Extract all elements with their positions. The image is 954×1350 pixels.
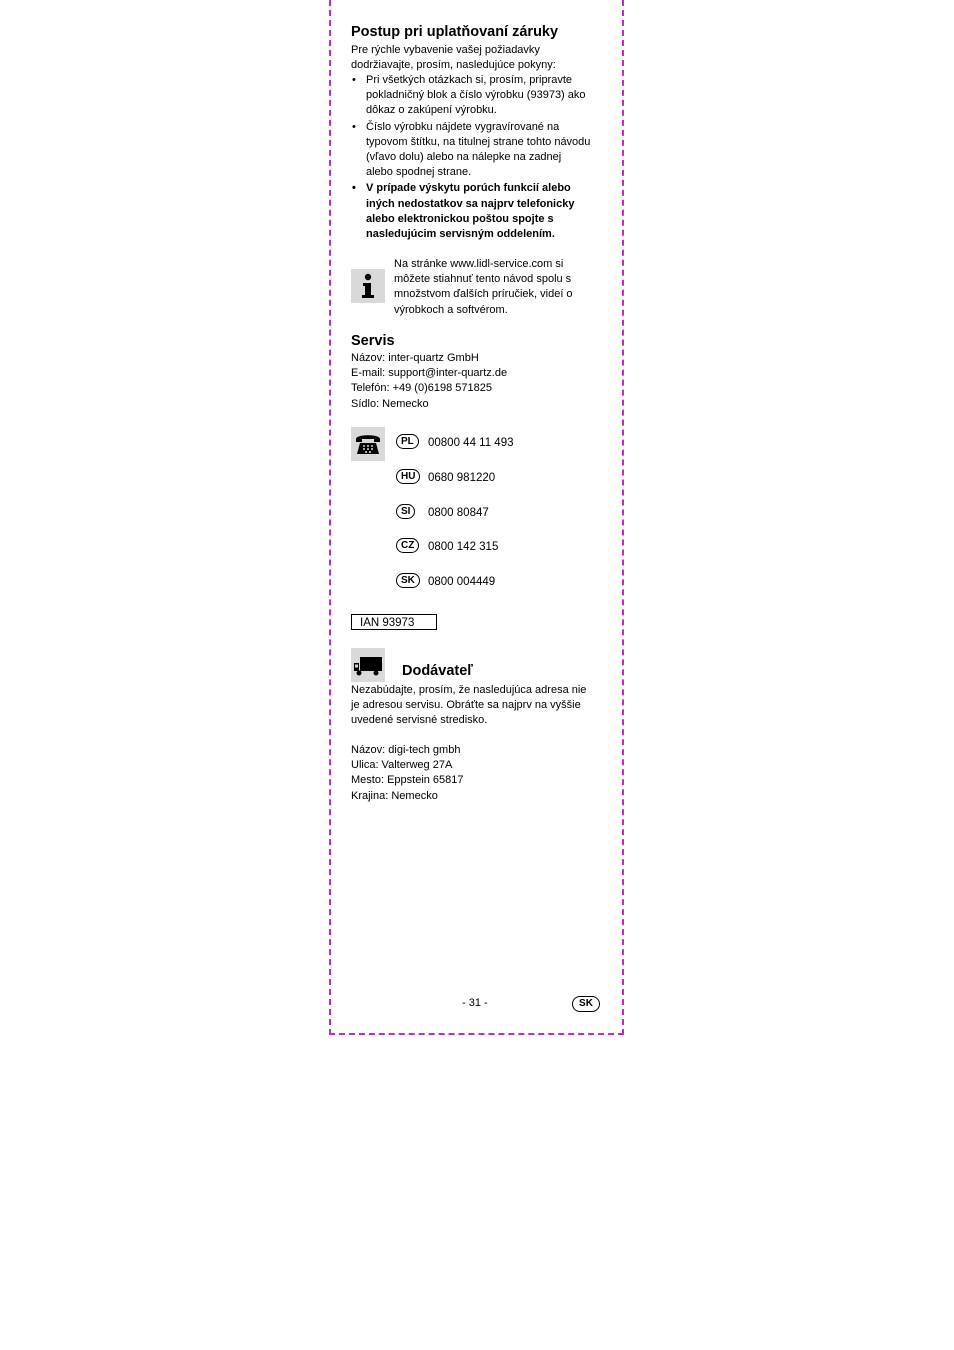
hotline-number: 0800 80847	[428, 507, 489, 519]
hotline-si	[396, 504, 489, 520]
ian-box: IAN 93973	[351, 614, 437, 630]
supplier-street: Ulica: Valterweg 27A	[351, 759, 453, 772]
service-seat: Sídlo: Nemecko	[351, 397, 429, 410]
page-number: - 31 -	[462, 997, 488, 1009]
country-badge: SK	[396, 573, 420, 588]
bullet-line: typovom štítku, na titulnej strane tohto návodu	[366, 135, 591, 148]
hotline-number: 0800 004449	[428, 576, 496, 588]
telephone-icon	[351, 427, 385, 461]
country-badge: SI	[396, 504, 415, 519]
supplier-note-line: Nezabúdajte, prosím, že nasledujúca adresa nie	[351, 684, 587, 696]
supplier-address	[351, 743, 464, 804]
service-name: Názov: inter-quartz GmbH	[351, 352, 479, 364]
supplier-title: Dodávateľ	[402, 663, 473, 679]
warranty-bullet-list	[351, 73, 606, 242]
hotline-number: 0680 981220	[428, 472, 496, 484]
hotline-pl	[396, 434, 514, 450]
warranty-bullet	[351, 73, 606, 119]
bullet-line: iných nedostatkov sa najprv telefonicky	[366, 197, 575, 210]
supplier-country: Krajina: Nemecko	[351, 789, 438, 802]
hotline-sk	[396, 573, 496, 589]
bullet-line: alebo spodnej strane.	[366, 166, 472, 179]
info-icon	[351, 269, 385, 303]
hotline-hu	[396, 469, 496, 485]
warranty-intro-line: Pre rýchle vybavenie vašej požiadavky	[351, 44, 540, 56]
country-badge: HU	[396, 469, 420, 484]
hotline-number: 00800 44 11 493	[428, 437, 514, 449]
bullet-line: alebo elektronickou poštou spojte s	[366, 212, 554, 225]
service-details	[351, 351, 507, 412]
truck-icon	[351, 648, 385, 682]
bullet-line: • Číslo výrobku nájdete vygravírované na	[366, 120, 560, 133]
warranty-intro-line: dodržiavajte, prosím, nasledujúce pokyny:	[351, 59, 556, 72]
service-title: Servis	[351, 333, 395, 349]
hotline-cz	[396, 538, 499, 554]
hotline-number: 0800 142 315	[428, 541, 499, 553]
bullet-line: • V prípade výskytu porúch funkcií alebo	[366, 182, 571, 195]
info-line: Na stránke www.lidl-service.com si	[394, 258, 564, 270]
supplier-note-line: je adresou servisu. Obráťte sa najprv na vyššie	[351, 699, 581, 712]
info-line: môžete stiahnuť tento návod spolu s	[394, 273, 572, 286]
country-badge: CZ	[396, 538, 419, 553]
supplier-name: Názov: digi-tech gmbh	[351, 744, 461, 756]
service-email: E-mail: support@inter-quartz.de	[351, 367, 508, 380]
bullet-line: dôkaz o zakúpení výrobku.	[366, 104, 497, 117]
bullet-line: pokladničný blok a číslo výrobku (93973) ako	[366, 89, 586, 102]
language-badge: SK	[572, 996, 600, 1012]
bullet-line: • Pri všetkých otázkach si, prosím, pripravte	[366, 74, 573, 86]
bullet-line: (vľavo dolu) alebo na nálepke na zadnej	[366, 151, 562, 164]
supplier-city: Mesto: Eppstein 65817	[351, 774, 464, 787]
warranty-title: Postup pri uplatňovaní záruky	[351, 24, 559, 40]
country-badge: PL	[396, 434, 419, 449]
warranty-bullet-important	[351, 181, 606, 242]
warranty-intro	[351, 43, 556, 73]
supplier-note-line: uvedené servisné stredisko.	[351, 714, 488, 727]
warranty-bullet	[351, 120, 606, 181]
supplier-note	[351, 683, 586, 729]
info-note-text	[394, 257, 604, 318]
info-line: množstvom ďalších príručiek, videí o	[394, 288, 573, 301]
info-line: výrobkoch a softvérom.	[394, 303, 508, 316]
service-phone: Telefón: +49 (0)6198 571825	[351, 382, 492, 395]
bullet-line: nasledujúcim servisným oddelením.	[366, 228, 555, 241]
